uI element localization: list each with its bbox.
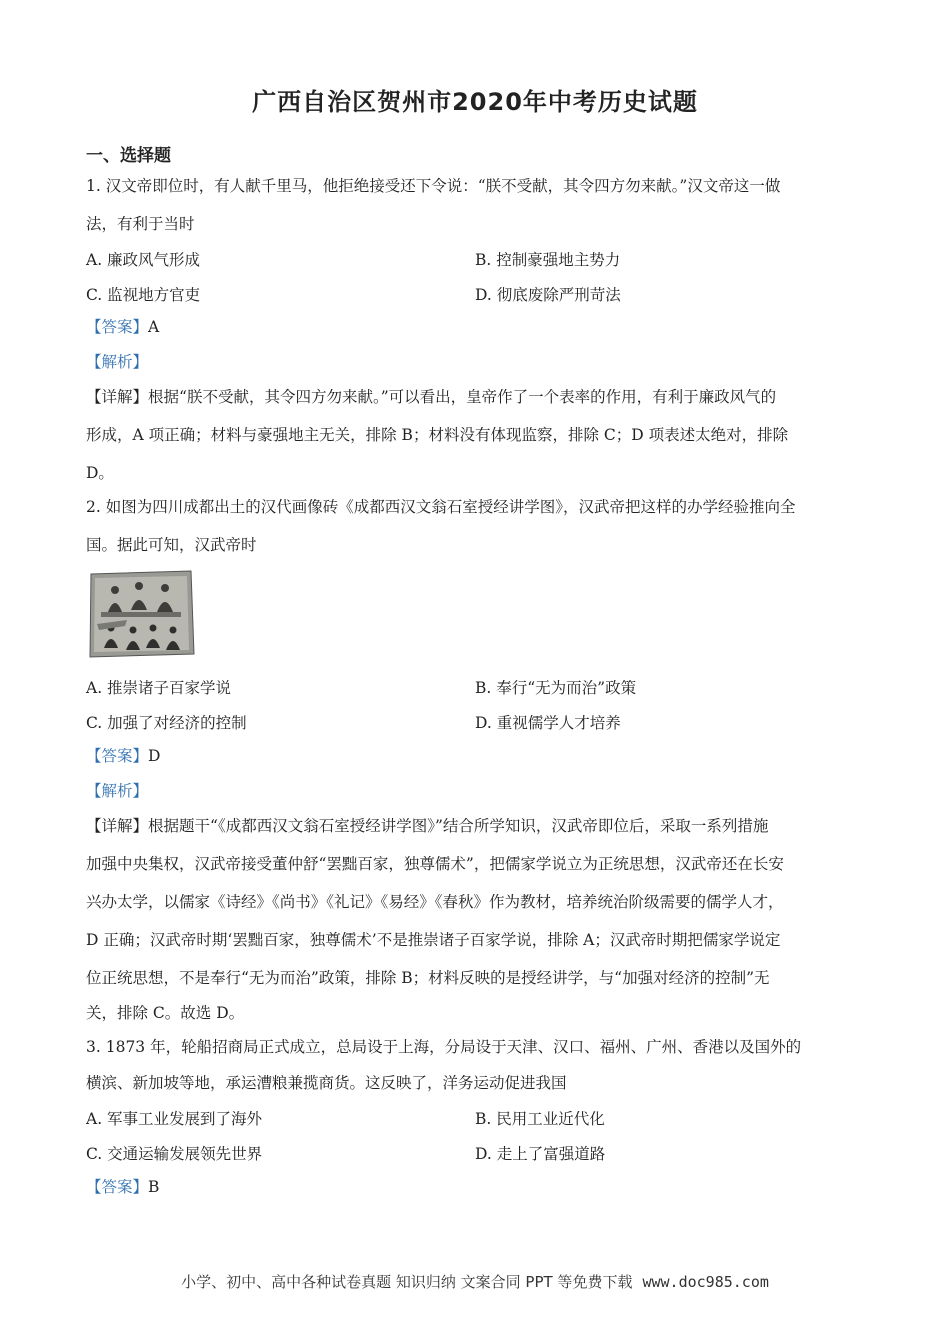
page-footer xyxy=(0,1271,950,1292)
q1-option-d: D. 彻底废除严刑苛法 xyxy=(475,286,621,304)
stone-relief-picture xyxy=(87,568,197,660)
q1-stem-line-2: 法，有利于当时 xyxy=(86,215,195,233)
answer-tag: 【答案】 xyxy=(86,1178,149,1196)
q3-option-d: D. 走上了富强道路 xyxy=(475,1145,606,1163)
q1-stem-line-1: 1. 汉文帝即位时，有人献千里马，他拒绝接受还下令说：“朕不受献，其令四方勿来献。”汉文帝这一做 xyxy=(86,177,781,195)
q1-option-b: B. 控制豪强地主势力 xyxy=(475,251,621,269)
detail-tag: 【详解】 xyxy=(86,817,149,835)
q3-answer xyxy=(86,1176,159,1198)
q3-option-a: A. 军事工业发展到了海外 xyxy=(86,1110,263,1128)
page-title: 广西自治区贺州市2020年中考历史试题 xyxy=(252,88,698,116)
q2-option-c: C. 加强了对经济的控制 xyxy=(86,714,247,732)
answer-tag: 【答案】 xyxy=(86,747,149,765)
q2-stem-line-2: 国。据此可知，汉武帝时 xyxy=(86,536,257,554)
q3-stem-line-2: 横滨、新加坡等地，承运漕粮兼揽商货。这反映了，洋务运动促进我国 xyxy=(86,1074,567,1092)
q1-detail-line-2: 形成，A 项正确；材料与豪强地主无关，排除 B；材料没有体现监察，排除 C；D 项表述太绝对，排除 xyxy=(86,426,789,444)
footer-url[interactable]: www.doc985.com xyxy=(642,1273,769,1291)
answer-tag: 【答案】 xyxy=(86,318,149,336)
q2-stem-line-1: 2. 如图为四川成都出土的汉代画像砖《成都西汉文翁石室授经讲学图》，汉武帝把这样的办学经验推向全 xyxy=(86,498,796,516)
q2-answer xyxy=(86,745,160,767)
q1-analysis-tag: 【解析】 xyxy=(86,353,149,371)
q1-detail-line-1 xyxy=(86,386,776,408)
q2-option-d: D. 重视儒学人才培养 xyxy=(475,714,621,732)
detail-tag: 【详解】 xyxy=(86,388,149,406)
section-heading: 一、选择题 xyxy=(86,146,171,166)
detail-text: 根据“朕不受献，其令四方勿来献。”可以看出，皇帝作了一个表率的作用，有利于廉政风气的 xyxy=(148,388,777,406)
q1-answer xyxy=(86,316,159,338)
q3-stem-line-1: 3. 1873 年，轮船招商局正式成立，总局设于上海，分局设于天津、汉口、福州、广州、香港以及国外的 xyxy=(86,1038,802,1056)
detail-text: 根据题干“《成都西汉文翁石室授经讲学图》”结合所学知识，汉武帝即位后，采取一系列措施 xyxy=(148,817,769,835)
q2-detail-line-4: D 正确；汉武帝时期‘罢黜百家，独尊儒术’不是推崇诸子百家学说，排除 A；汉武帝时期把儒家学说定 xyxy=(86,931,781,949)
q2-option-a: A. 推崇诸子百家学说 xyxy=(86,679,232,697)
footer-text: 小学、初中、高中各种试卷真题 知识归纳 文案合同 PPT 等免费下载 xyxy=(181,1273,633,1291)
q3-option-b: B. 民用工业近代化 xyxy=(475,1110,605,1128)
answer-value: B xyxy=(148,1178,160,1196)
q2-detail-line-6: 关，排除 C。故选 D。 xyxy=(86,1004,245,1022)
q2-detail-line-2: 加强中央集权，汉武帝接受董仲舒“罢黜百家，独尊儒术”，把儒家学说立为正统思想，汉武帝还在长安 xyxy=(86,855,784,873)
q2-detail-line-1 xyxy=(86,815,768,837)
answer-value: A xyxy=(148,318,160,336)
q3-option-c: C. 交通运输发展领先世界 xyxy=(86,1145,263,1163)
han-brick-relief-image xyxy=(87,568,197,660)
q2-option-b: B. 奉行“无为而治”政策 xyxy=(475,679,637,697)
answer-value: D xyxy=(148,747,161,765)
q1-option-c: C. 监视地方官吏 xyxy=(86,286,201,304)
q2-analysis-tag: 【解析】 xyxy=(86,782,149,800)
q1-detail-line-3: D。 xyxy=(86,464,114,482)
q1-option-a: A. 廉政风气形成 xyxy=(86,251,201,269)
q2-detail-line-3: 兴办太学，以儒家《诗经》《尚书》《礼记》《易经》《春秋》作为教材，培养统治阶级需要的儒学人才， xyxy=(86,893,784,911)
q2-detail-line-5: 位正统思想，不是奉行“无为而治”政策，排除 B；材料反映的是授经讲学，与“加强对经济的控制”无 xyxy=(86,969,770,987)
